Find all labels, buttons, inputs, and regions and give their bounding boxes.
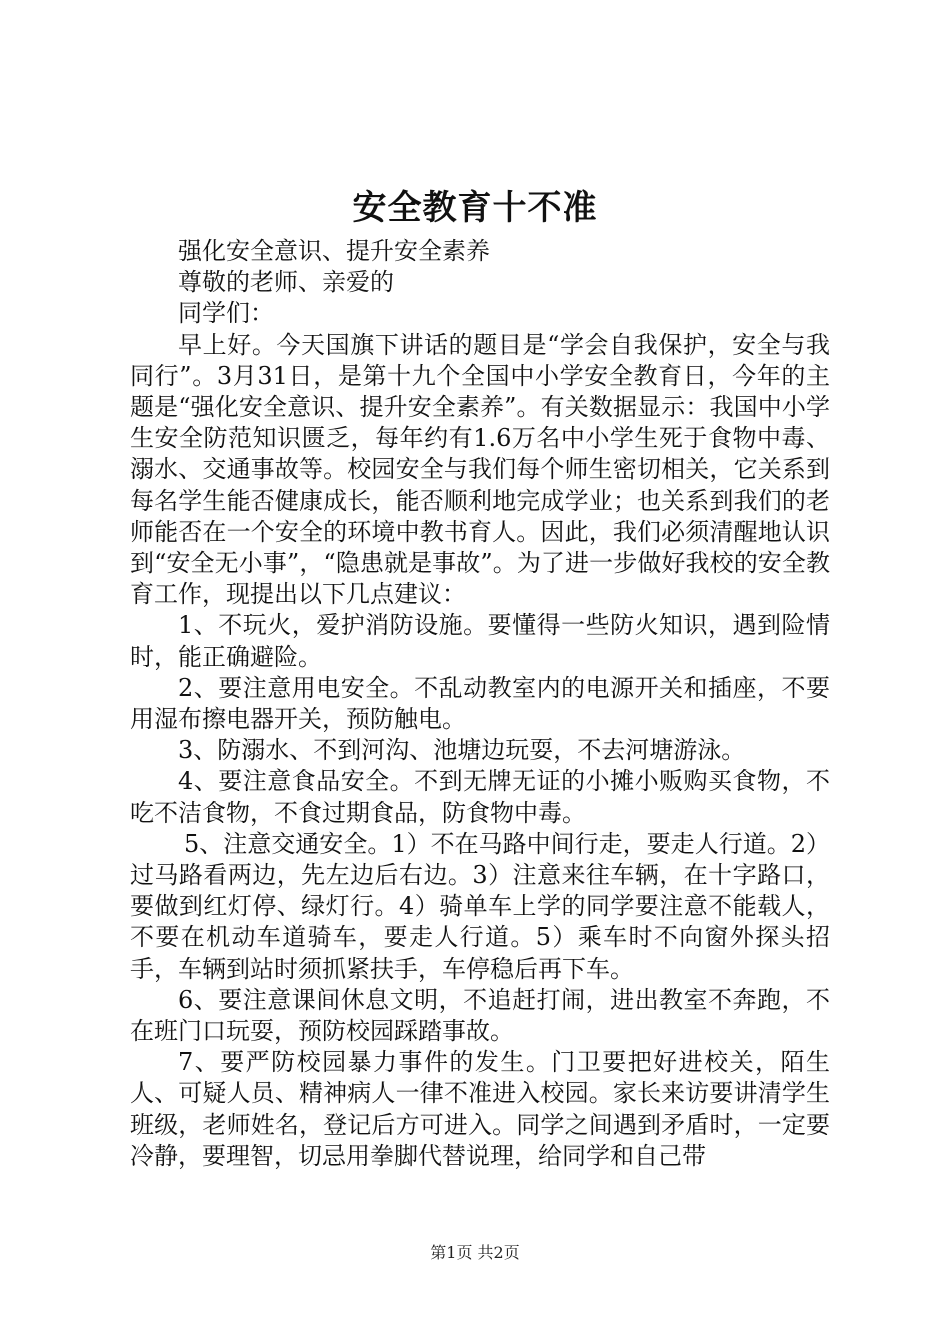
paragraph-item-4: 4、要注意食品安全。不到无牌无证的小摊小贩购买食物，不吃不洁食物，不食过期食品，防食物中毒。 [130, 767, 830, 827]
page-footer: 第1页 共2页 [430, 1243, 520, 1262]
paragraph-item-6: 6、要注意课间休息文明，不追赶打闹，进出教室不奔跑，不在班门口玩耍，预防校园踩踏事故。 [130, 985, 830, 1046]
document-title: 安全教育十不准 [352, 188, 598, 228]
paragraph-subtitle: 强化安全意识、提升安全素养 [178, 237, 490, 265]
paragraph-salutation: 尊敬的老师、亲爱的 [178, 268, 394, 297]
paragraph-item-1: 1、不玩火，爱护消防设施。要懂得一些防火知识，遇到险情时，能正确避险。 [130, 611, 830, 671]
paragraph-item-5: 5、注意交通安全。1）不在马路中间行走，要走人行道。2）过马路看两边，先左边后右边。3）注意来往车辆，在十字路口，要做到红灯停、绿灯行。4）骑单车上学的同学要注意不能载人，不要在机动车道骑车，要走人行道。5）乘车时不向窗外探头招手，车辆到站时须抓紧扶手，车停稳后再下车。 [130, 829, 830, 983]
paragraph-salutation-cont: 同学们： [178, 299, 274, 328]
paragraph-item-2: 2、要注意用电安全。不乱动教室内的电源开关和插座，不要用湿布擦电器开关，预防触电。 [130, 673, 830, 734]
paragraph-item-7: 7、要严防校园暴力事件的发生。门卫要把好进校关，陌生人、可疑人员、精神病人一律不准进入校园。家长来访要讲清学生班级，老师姓名，登记后方可进入。同学之间遇到矛盾时，一定要冷静，要理智，切忌用拳脚代替说理，给同学和自己带 [130, 1048, 830, 1170]
paragraph-item-3: 3、防溺水、不到河沟、池塘边玩耍，不去河塘游泳。 [178, 736, 746, 765]
document-body [130, 236, 830, 1172]
paragraph-intro: 早上好。今天国旗下讲话的题目是“学会自我保护，安全与我同行”。3月31日，是第十九个全国中小学安全教育日，今年的主题是“强化安全意识、提升安全素养”。有关数据显示：我国中小学生安全防范知识匮乏，每年约有1.6万名中小学生死于食物中毒、溺水、交通事故等。校园安全与我们每个师生密切相关，它关系到每名学生能否健康成长，能否顺利地完成学业；也关系到我们的老师能否在一个安全的环境中教书育人。因此，我们必须清醒地认识到“安全无小事”，“隐患就是事故”。为了进一步做好我校的安全教育工作，现提出以下几点建议： [130, 330, 830, 609]
